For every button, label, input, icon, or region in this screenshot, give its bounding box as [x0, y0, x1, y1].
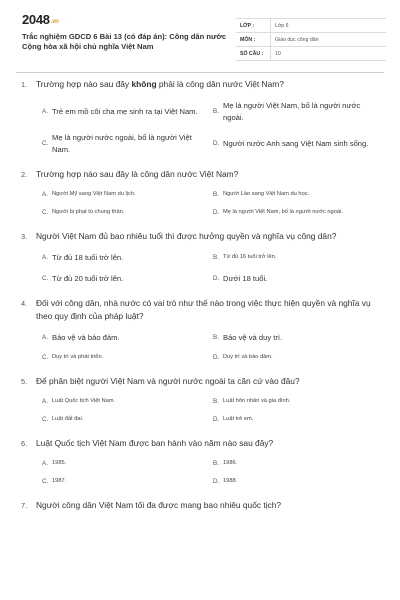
option-letter: D.	[213, 274, 220, 282]
option-letter: B.	[213, 108, 219, 115]
option-c[interactable]	[42, 208, 213, 217]
option-b[interactable]	[213, 190, 384, 199]
option-d[interactable]	[213, 353, 384, 362]
option-a[interactable]	[42, 252, 213, 264]
option-letter: B.	[213, 334, 219, 342]
option-d[interactable]	[213, 273, 384, 285]
option-text: Từ đủ 18 tuổi trở lên.	[52, 253, 124, 262]
option-text: Mẹ là người nước ngoài, bố là người Việt Nam.	[52, 133, 192, 154]
question-number: 3.	[21, 232, 28, 241]
option-text: Duy trì và phát triển.	[52, 353, 104, 360]
option-text: 1985.	[52, 459, 67, 466]
option-b[interactable]	[213, 252, 384, 264]
option-text: Luật đất đai.	[52, 415, 84, 422]
question-text: Đối với công dân, nhà nước có vai trò như thế nào trong việc thực hiện quyền và nghĩa vụ theo quy định của pháp luật?	[36, 298, 371, 321]
option-letter: C.	[42, 477, 49, 485]
meta-label: MÔN :	[236, 33, 271, 47]
option-letter: A.	[42, 108, 48, 115]
question-text: Luật Quốc tịch Việt Nam được ban hành vào năm nào sau đây?	[36, 437, 274, 448]
option-text: Luật hôn nhân và gia đình.	[223, 397, 291, 404]
meta-row-grade	[236, 19, 386, 33]
meta-value: Lớp 6	[271, 19, 387, 33]
option-b[interactable]	[213, 459, 384, 468]
question-number: 7.	[21, 500, 28, 510]
option-text: 1987.	[52, 477, 67, 484]
question-number: 6.	[21, 438, 28, 448]
meta-value: Giáo dục công dân	[271, 33, 387, 47]
option-d[interactable]	[213, 208, 384, 217]
option-letter: C.	[42, 415, 49, 423]
question-number: 1.	[21, 80, 28, 89]
option-grid	[42, 332, 384, 362]
option-d[interactable]	[213, 415, 384, 424]
option-grid	[42, 252, 384, 284]
option-d[interactable]	[213, 132, 384, 155]
option-text: 1986.	[223, 459, 238, 466]
option-letter: D.	[213, 140, 220, 147]
option-grid	[42, 100, 384, 155]
option-letter: A.	[42, 191, 48, 198]
option-text: Người nước Anh sang Việt Nam sinh sống.	[223, 138, 369, 148]
question-text: Trường hợp nào sau đây không phải là công dân nước Việt Nam?	[36, 79, 284, 89]
meta-row-subject	[236, 33, 386, 47]
option-letter: D.	[213, 209, 220, 216]
option-letter: A.	[42, 397, 48, 405]
option-text: Duy trì và bảo đảm.	[223, 353, 273, 360]
option-letter: B.	[213, 191, 219, 198]
question-text: Người Việt Nam đủ bao nhiêu tuổi thì được hưởng quyền và nghĩa vụ công dân?	[36, 231, 337, 241]
question-number: 4.	[21, 299, 28, 308]
question-list	[16, 78, 384, 525]
option-letter: A.	[42, 334, 48, 342]
question-7	[16, 499, 384, 512]
option-text: Trẻ em mồ côi cha mẹ sinh ra tại Việt Nam.	[52, 106, 198, 116]
option-text: Luật Quốc tịch Việt Nam.	[52, 397, 116, 404]
option-text: Mẹ là người Việt Nam, bố là người nước ngoài.	[223, 209, 343, 215]
option-text: Từ đủ 20 tuổi trở lên.	[52, 273, 124, 283]
option-text: 1988.	[223, 477, 238, 484]
option-text: Người bị phạt tù chung thân.	[52, 209, 125, 215]
option-letter: C.	[42, 209, 49, 216]
option-text: Mẹ là người Việt Nam, bố là người nước ngoài.	[223, 101, 361, 122]
option-text: Người Mỹ sang Việt Nam du lịch.	[52, 191, 136, 197]
question-number: 2.	[21, 170, 28, 179]
option-a[interactable]	[42, 332, 213, 344]
header-divider	[16, 72, 384, 73]
option-letter: B.	[213, 459, 219, 467]
option-b[interactable]	[213, 397, 384, 406]
option-b[interactable]	[213, 332, 384, 344]
page-header	[16, 10, 384, 68]
option-grid	[42, 459, 384, 486]
question-text: Trường hợp nào sau đây là công dân nước Việt Nam?	[36, 169, 239, 179]
option-a[interactable]	[42, 190, 213, 199]
meta-row-count	[236, 47, 386, 61]
option-letter: C.	[42, 274, 49, 282]
question-3	[16, 230, 384, 284]
question-number: 5.	[21, 376, 28, 386]
question-2	[16, 168, 384, 217]
question-1	[16, 78, 384, 155]
option-b[interactable]	[213, 100, 384, 123]
option-c[interactable]	[42, 273, 213, 285]
option-letter: D.	[213, 353, 220, 361]
quiz-meta-table	[236, 18, 386, 61]
option-a[interactable]	[42, 397, 213, 406]
question-4	[16, 297, 384, 362]
option-text: Dưới 18 tuổi.	[223, 273, 268, 283]
option-letter: B.	[213, 254, 219, 262]
option-d[interactable]	[213, 477, 384, 486]
meta-label: LỚP :	[236, 19, 271, 33]
option-letter: B.	[213, 397, 219, 405]
question-text: Người công dân Việt Nam tối đa được mang bao nhiêu quốc tịch?	[36, 499, 282, 510]
option-text: Bảo vệ và bảo đảm.	[52, 333, 120, 342]
option-grid	[42, 190, 384, 217]
question-5	[16, 375, 384, 424]
option-text: Từ đủ 16 tuổi trở lên.	[223, 254, 277, 261]
question-6	[16, 437, 384, 486]
option-c[interactable]	[42, 477, 213, 486]
option-letter: A.	[42, 254, 48, 262]
option-letter: C.	[42, 140, 49, 147]
question-text: Để phân biệt người Việt Nam và người nước ngoài ta căn cứ vào đâu?	[36, 375, 300, 386]
option-c[interactable]	[42, 353, 213, 362]
page-title: Trắc nghiệm GDCD 6 Bài 13 (có đáp án): Công dân nước Cộng hòa xã hội chủ nghĩa Việt Nam	[22, 32, 227, 51]
meta-value: 10	[271, 47, 387, 61]
option-letter: C.	[42, 353, 49, 361]
option-text: Bảo vệ và duy trì.	[223, 333, 283, 342]
option-letter: D.	[213, 477, 220, 485]
option-a[interactable]	[42, 459, 213, 468]
option-c[interactable]	[42, 132, 213, 155]
site-logo[interactable]: 2048.vn	[22, 12, 59, 27]
option-a[interactable]	[42, 100, 213, 123]
option-text: Luật trẻ em.	[223, 415, 254, 422]
option-text: Người Lào sang Việt Nam du học.	[223, 191, 310, 197]
option-c[interactable]	[42, 415, 213, 424]
option-letter: D.	[213, 415, 220, 423]
option-letter: A.	[42, 459, 48, 467]
meta-label: SỐ CÂU :	[236, 47, 271, 61]
option-grid	[42, 397, 384, 424]
